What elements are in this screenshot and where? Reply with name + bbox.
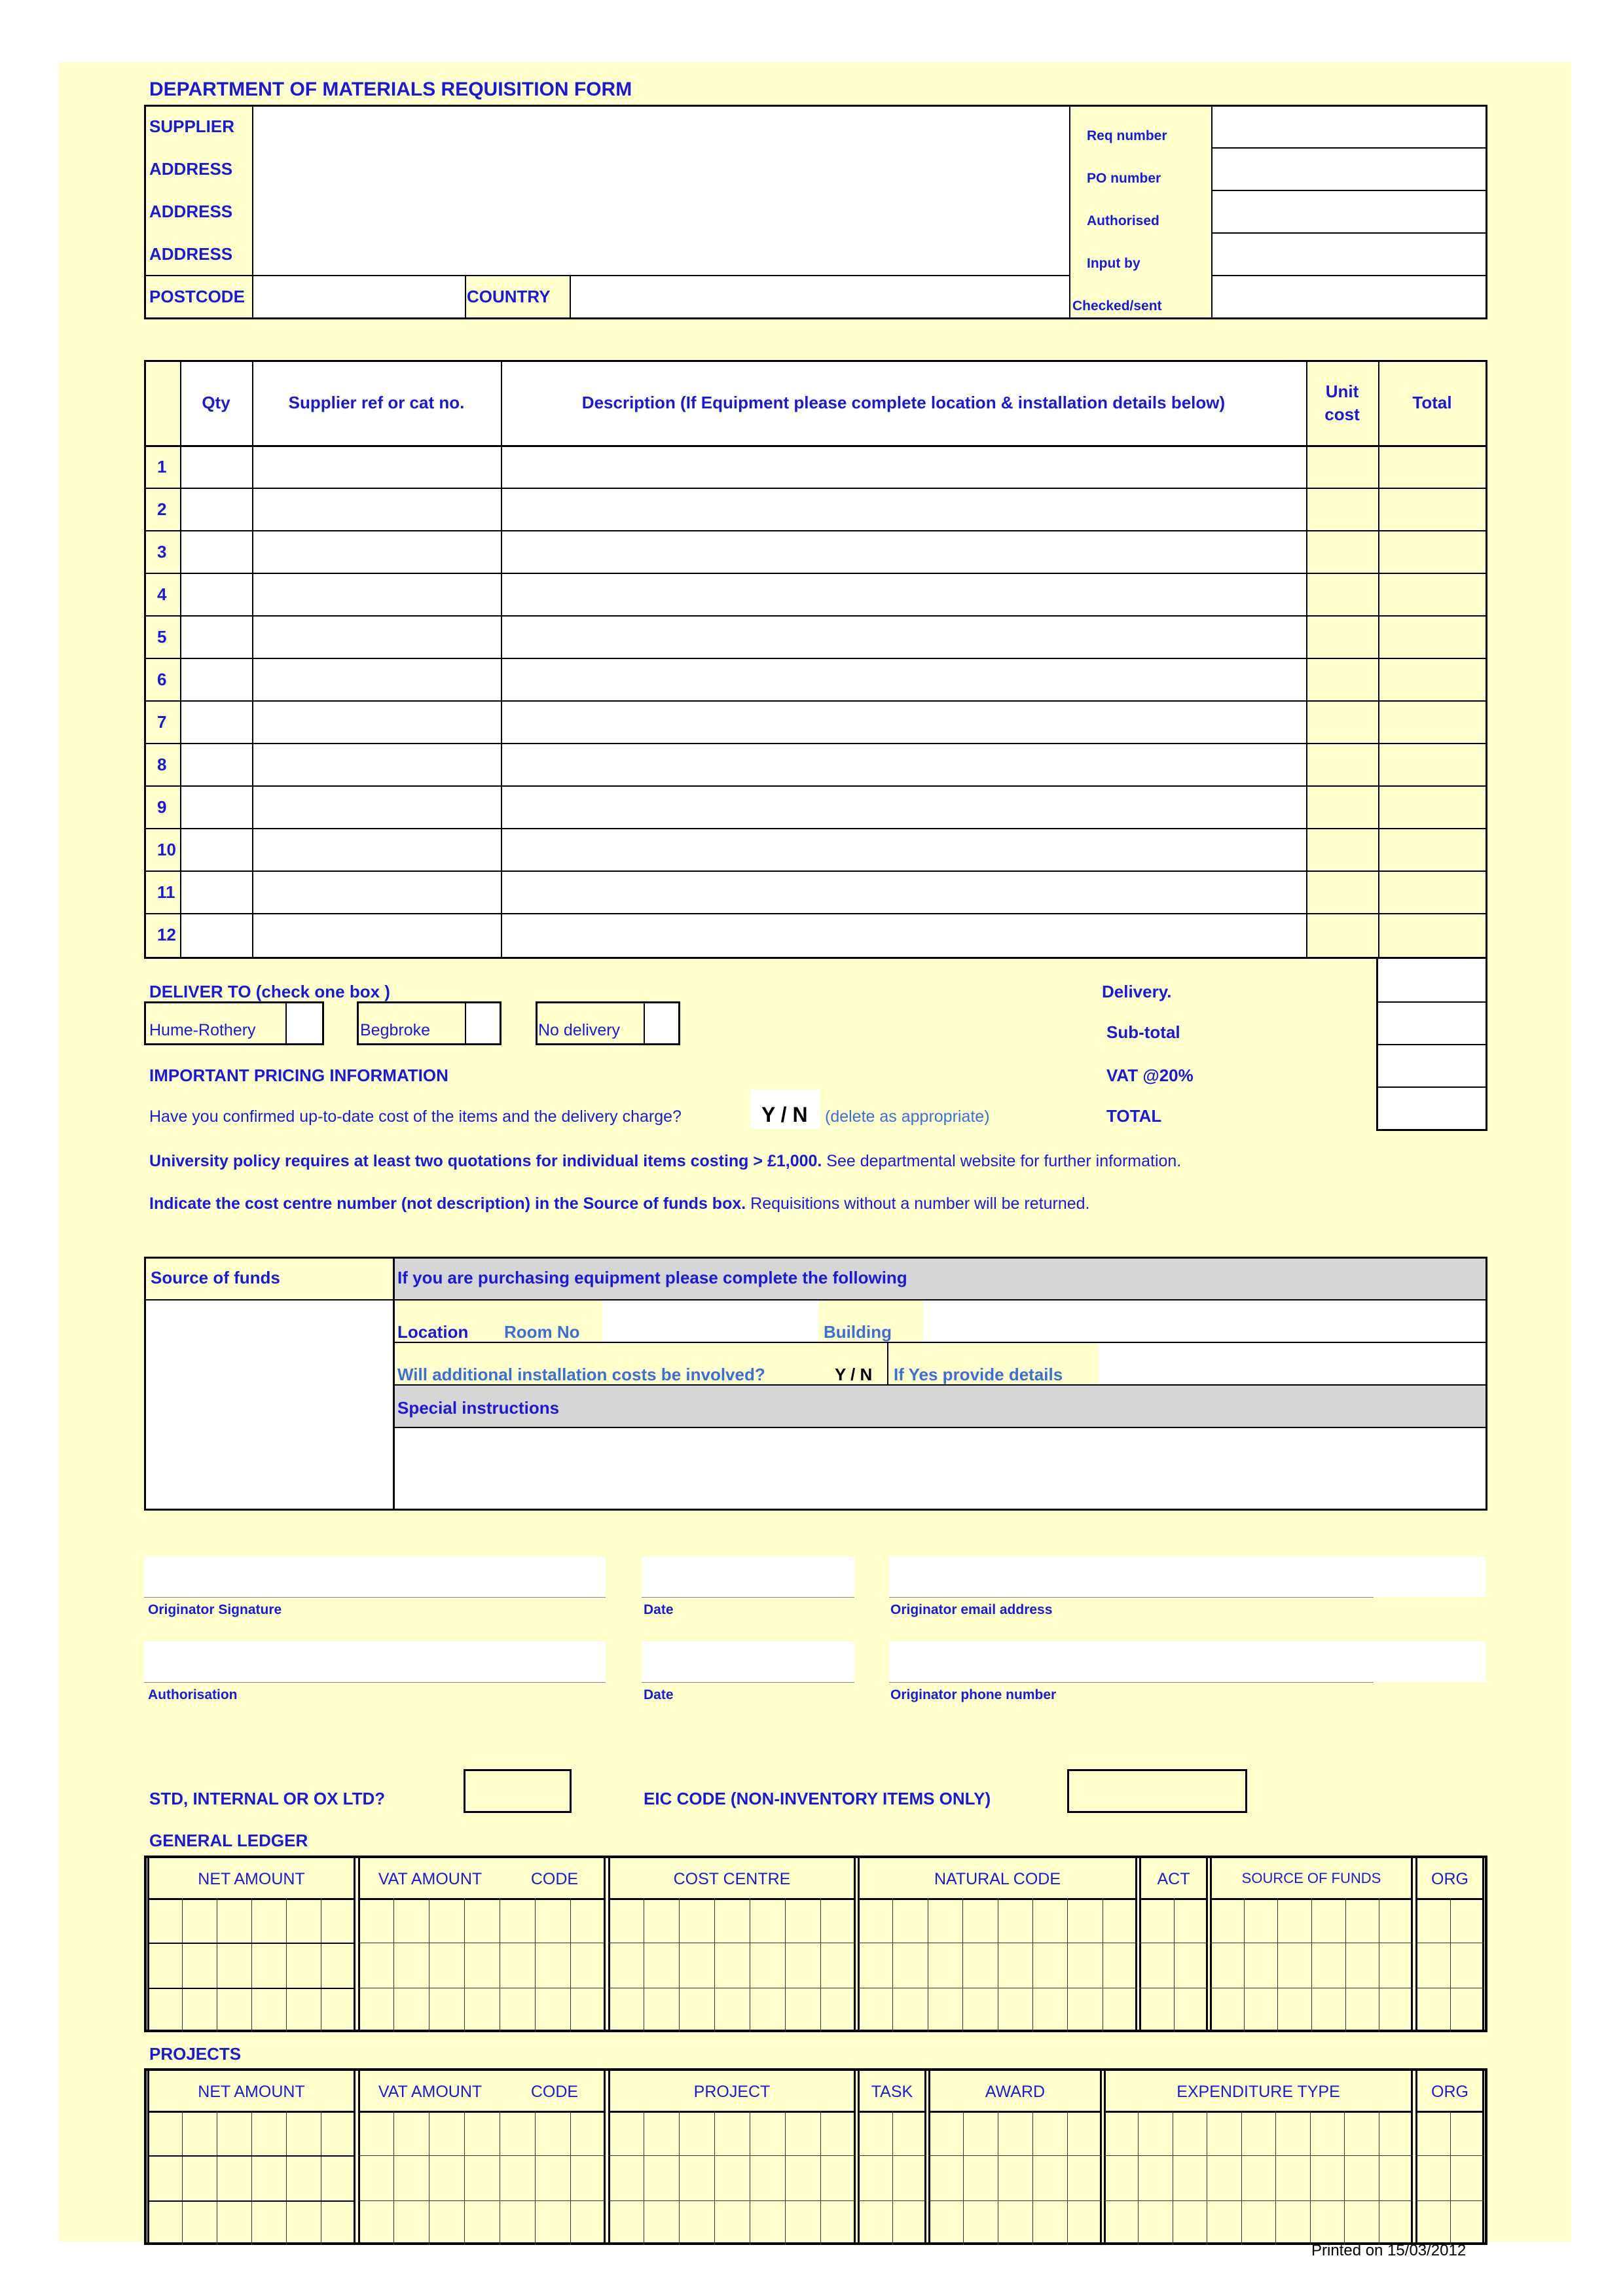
date-label-2: Date [644,1687,674,1702]
general-ledger-heading: GENERAL LEDGER [149,1831,308,1850]
delivery-label: Delivery. [1102,982,1172,1001]
hume-rothery-label: Hume-Rothery [149,1021,256,1039]
qty-header: Qty [202,393,230,412]
unit-header: Unit [1325,382,1359,401]
supplier-label: SUPPLIER [149,117,235,136]
install-question: Will additional installation costs be involved? [397,1365,765,1384]
projects-heading: PROJECTS [149,2044,242,2064]
projects-column-header: VAT AMOUNT [378,2083,483,2101]
originator-phone-label: Originator phone number [890,1687,1057,1702]
projects-column-header: AWARD [985,2083,1046,2101]
date-label-1: Date [644,1602,674,1617]
general-ledger-column-header: CODE [530,1870,579,1888]
room-no-field[interactable] [602,1299,818,1342]
item-row-number: 3 [157,542,167,562]
projects-column-header: PROJECT [693,2083,771,2101]
pricing-question: Have you confirmed up-to-date cost of the items and the delivery charge? [149,1107,682,1126]
no-delivery-label: No delivery [538,1021,621,1039]
delete-note: (delete as appropriate) [825,1107,990,1126]
item-row-number: 10 [157,840,176,859]
special-instructions-field[interactable] [395,1427,1486,1509]
country-field[interactable] [570,275,1069,317]
total-header: Total [1412,393,1452,412]
address-label-2: ADDRESS [149,202,233,221]
policy-note-bold: University policy requires at least two quotations for individual items costing > £1,000. [149,1152,822,1170]
building-label: Building [824,1322,892,1342]
item-row-number: 1 [157,457,167,476]
projects-column-header: NET AMOUNT [198,2083,305,2101]
projects-column-header: EXPENDITURE TYPE [1176,2083,1340,2101]
source-of-funds-field[interactable] [144,1299,395,1509]
total-label: TOTAL [1106,1106,1162,1126]
item-row-number: 11 [157,882,175,902]
originator-signature-label: Originator Signature [148,1602,282,1617]
item-row-number: 5 [157,627,167,647]
projects-column-header: CODE [530,2083,579,2101]
eic-label: EIC CODE (NON-INVENTORY ITEMS ONLY) [644,1789,991,1808]
item-row-number: 4 [157,584,167,604]
general-ledger-column-header: SOURCE OF FUNDS [1241,1870,1381,1886]
source-of-funds-label: Source of funds [151,1268,280,1287]
general-ledger-column-header: ORG [1431,1870,1468,1888]
date-field-1[interactable] [642,1556,854,1597]
building-field[interactable] [923,1299,1486,1342]
items-table-body[interactable] [180,360,1306,959]
authorisation-label: Authorisation [148,1687,238,1702]
if-yes-label: If Yes provide details [894,1365,1063,1384]
hume-rothery-checkbox[interactable] [287,1003,322,1043]
country-label: COUNTRY [467,287,551,306]
policy-note-rest: See departmental website for further information. [822,1152,1182,1170]
policy-note [149,1152,1181,1171]
po-number-label: PO number [1087,171,1161,186]
equipment-heading: If you are purchasing equipment please complete the following [397,1268,907,1287]
item-row-number: 2 [157,499,167,519]
printed-on: Printed on 15/03/2012 [1311,2242,1467,2259]
general-ledger-column-header: NET AMOUNT [198,1870,305,1888]
location-label-text: Location [397,1322,469,1342]
std-label: STD, INTERNAL OR OX LTD? [149,1789,386,1808]
deliver-to-label: DELIVER TO (check one box ) [149,982,390,1001]
postcode-field[interactable] [252,275,465,317]
begbroke-label: Begbroke [360,1021,431,1039]
cost-header: cost [1324,404,1360,424]
general-ledger-column-header: COST CENTRE [673,1870,791,1888]
cost-centre-note [149,1194,1089,1213]
originator-signature-field[interactable] [144,1556,606,1597]
general-ledger-column-header: NATURAL CODE [934,1870,1061,1888]
pricing-yn[interactable]: Y / N [761,1103,808,1126]
originator-email-field[interactable] [889,1556,1486,1597]
std-field[interactable] [464,1769,572,1813]
install-details-field[interactable] [1099,1342,1486,1384]
form-title: DEPARTMENT OF MATERIALS REQUISITION FORM [149,79,632,100]
projects-column-header: ORG [1431,2083,1468,2101]
supplier-ref-header: Supplier ref or cat no. [288,393,465,412]
item-row-number: 9 [157,797,167,817]
supplier-address-field[interactable] [252,105,1069,275]
input-by-label: Input by [1087,256,1140,271]
item-row-number: 8 [157,755,167,774]
date-field-2[interactable] [642,1641,854,1682]
eic-field[interactable] [1067,1769,1247,1813]
install-yn[interactable]: Y / N [835,1365,873,1384]
item-row-number: 6 [157,670,167,689]
postcode-label: POSTCODE [149,287,245,306]
room-no-label: Room No [504,1322,580,1342]
no-delivery-checkbox[interactable] [645,1003,678,1043]
vat-label: VAT @20% [1106,1066,1194,1085]
general-ledger-column-header: ACT [1157,1870,1190,1888]
item-row-number: 12 [157,925,176,944]
item-row-number: 7 [157,712,167,732]
description-header: Description (If Equipment please complete location & installation details below) [581,393,1226,412]
req-number-label: Req number [1087,128,1167,143]
pricing-heading: IMPORTANT PRICING INFORMATION [149,1066,448,1085]
general-ledger-column-header: VAT AMOUNT [378,1870,483,1888]
cost-centre-note-bold: Indicate the cost centre number (not description) in the Source of funds box. [149,1194,746,1213]
authorisation-field[interactable] [144,1641,606,1682]
address-label-3: ADDRESS [149,244,233,264]
admin-fields[interactable] [1211,105,1486,317]
begbroke-checkbox[interactable] [466,1003,500,1043]
special-instructions-label: Special instructions [397,1398,560,1418]
projects-column-header: TASK [871,2083,913,2101]
authorised-label: Authorised [1087,213,1159,228]
address-label-1: ADDRESS [149,159,233,179]
originator-phone-field[interactable] [889,1641,1486,1682]
originator-email-label: Originator email address [890,1602,1053,1617]
cost-centre-note-rest: Requisitions without a number will be returned. [746,1194,1090,1213]
subtotal-label: Sub-total [1106,1022,1180,1042]
checked-sent-label: Checked/sent [1072,298,1162,314]
